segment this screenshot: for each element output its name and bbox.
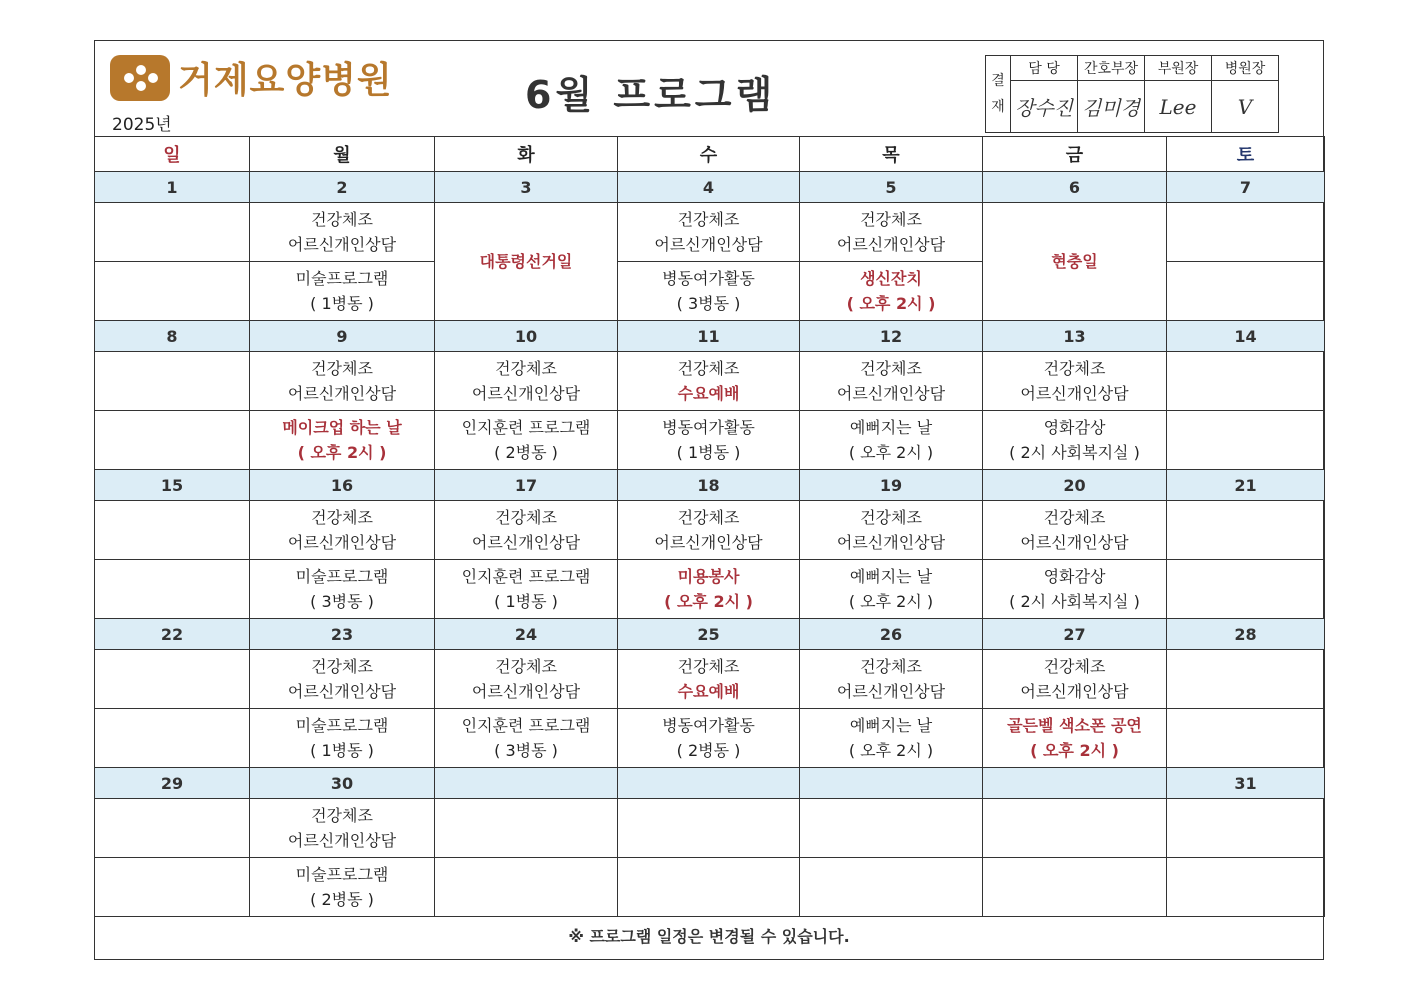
event-line: 건강체조 <box>860 210 922 229</box>
event-line: 건강체조 <box>311 657 373 676</box>
holiday-cell <box>435 203 618 321</box>
event-line: ( 3병동 ) <box>676 294 741 313</box>
event-line: 병동여가활동 <box>662 269 755 288</box>
program-cell <box>983 501 1167 560</box>
program-cell <box>1167 411 1325 470</box>
weekday-header: 수 <box>618 137 800 172</box>
event-line: 어르신개인상담 <box>836 533 946 552</box>
program-cell <box>435 411 618 470</box>
date-cell <box>618 768 800 799</box>
event-line: 예뻐지는 날 <box>849 716 933 735</box>
holiday-cell <box>983 203 1167 321</box>
schedule-notice: ※ 프로그램 일정은 변경될 수 있습니다. <box>568 927 850 946</box>
hospital-logo <box>110 52 393 103</box>
date-cell: 26 <box>800 619 983 650</box>
approval-header: 담 당 <box>1011 56 1078 81</box>
program-cell <box>618 262 800 321</box>
event-line: 건강체조 <box>1043 359 1106 378</box>
date-cell: 20 <box>983 470 1167 501</box>
event-line: 어르신개인상담 <box>287 682 397 701</box>
event-line: ( 오후 2시 ) <box>664 592 753 611</box>
event-line: ( 2병동 ) <box>310 890 374 909</box>
program-cell <box>1167 650 1325 709</box>
event-line: 어르신개인상담 <box>287 384 397 403</box>
date-cell: 8 <box>95 321 250 352</box>
event-line: 어르신개인상담 <box>836 235 946 254</box>
weekday-header: 목 <box>800 137 983 172</box>
program-cell <box>618 858 800 917</box>
date-cell: 29 <box>95 768 250 799</box>
date-cell: 9 <box>250 321 435 352</box>
date-row <box>95 619 1325 650</box>
event-row <box>95 560 1325 619</box>
event-line: ( 오후 2시 ) <box>846 294 936 313</box>
program-cell <box>435 560 618 619</box>
date-cell: 5 <box>800 172 983 203</box>
program-cell <box>1167 560 1325 619</box>
event-line: 어르신개인상담 <box>471 384 581 403</box>
date-cell: 22 <box>95 619 250 650</box>
program-cell <box>800 709 983 768</box>
program-cell <box>800 262 983 321</box>
program-cell <box>1167 799 1325 858</box>
signature: 김미경 <box>1078 81 1145 133</box>
program-cell <box>95 352 250 411</box>
date-row <box>95 321 1325 352</box>
program-cell <box>250 560 435 619</box>
event-line: 건강체조 <box>311 806 373 825</box>
event-line: 영화감상 <box>1043 567 1106 586</box>
date-cell: 7 <box>1167 172 1325 203</box>
event-line: 어르신개인상담 <box>1020 384 1129 403</box>
date-cell: 25 <box>618 619 800 650</box>
program-cell <box>983 560 1167 619</box>
event-line: 건강체조 <box>495 359 557 378</box>
event-line: 어르신개인상담 <box>287 831 397 850</box>
approval-box <box>985 55 1279 133</box>
program-cell <box>435 858 618 917</box>
event-line: 건강체조 <box>311 210 373 229</box>
event-line: 건강체조 <box>677 210 740 229</box>
date-cell: 28 <box>1167 619 1325 650</box>
event-line: 메이크업 하는 날 <box>282 418 402 437</box>
date-row <box>95 172 1325 203</box>
event-line: 건강체조 <box>677 508 740 527</box>
program-cell <box>618 501 800 560</box>
event-line: 수요예배 <box>677 682 740 701</box>
event-line: ( 1병동 ) <box>310 294 374 313</box>
event-line: 인지훈련 프로그램 <box>461 418 591 437</box>
event-line: ( 3병동 ) <box>310 592 374 611</box>
program-cell <box>95 650 250 709</box>
event-line: 미술프로그램 <box>295 269 389 288</box>
weekday-header: 화 <box>435 137 618 172</box>
program-cell <box>250 858 435 917</box>
program-cell <box>983 411 1167 470</box>
program-calendar <box>94 136 1325 917</box>
program-cell <box>435 650 618 709</box>
program-cell <box>983 352 1167 411</box>
event-line: ( 1병동 ) <box>494 592 558 611</box>
program-cell <box>800 858 983 917</box>
event-line: 어르신개인상담 <box>287 533 397 552</box>
event-line: ( 오후 2시 ) <box>848 443 934 462</box>
program-cell <box>800 411 983 470</box>
event-line: ( 오후 2시 ) <box>848 592 934 611</box>
program-cell <box>800 650 983 709</box>
approval-side-label: 결 재 <box>986 56 1011 133</box>
program-cell <box>95 858 250 917</box>
date-cell: 1 <box>95 172 250 203</box>
date-row <box>95 470 1325 501</box>
date-cell: 24 <box>435 619 618 650</box>
event-line: 미술프로그램 <box>295 716 389 735</box>
event-line: 건강체조 <box>1043 657 1106 676</box>
event-line: 인지훈련 프로그램 <box>461 567 591 586</box>
program-cell <box>983 858 1167 917</box>
program-cell <box>618 709 800 768</box>
event-row <box>95 411 1325 470</box>
event-row <box>95 501 1325 560</box>
program-cell <box>800 501 983 560</box>
event-line: 어르신개인상담 <box>836 682 946 701</box>
event-line: 건강체조 <box>677 359 740 378</box>
program-cell <box>95 262 250 321</box>
date-cell: 13 <box>983 321 1167 352</box>
program-cell <box>618 203 800 262</box>
event-line: ( 1병동 ) <box>676 443 741 462</box>
date-cell: 30 <box>250 768 435 799</box>
date-cell: 15 <box>95 470 250 501</box>
event-line: 영화감상 <box>1043 418 1106 437</box>
date-cell: 21 <box>1167 470 1325 501</box>
program-cell <box>250 709 435 768</box>
program-cell <box>95 411 250 470</box>
program-cell <box>800 799 983 858</box>
program-cell <box>800 203 983 262</box>
weekday-header-row <box>95 137 1325 172</box>
program-cell <box>95 709 250 768</box>
program-cell <box>95 799 250 858</box>
event-line: 어르신개인상담 <box>287 235 397 254</box>
program-cell <box>1167 709 1325 768</box>
holiday-label: 현충일 <box>1051 252 1098 271</box>
program-cell <box>95 560 250 619</box>
date-cell <box>435 768 618 799</box>
event-line: 예뻐지는 날 <box>849 418 933 437</box>
date-cell: 4 <box>618 172 800 203</box>
approval-header: 병원장 <box>1212 56 1279 81</box>
program-cell <box>1167 858 1325 917</box>
weekday-header: 금 <box>983 137 1167 172</box>
program-cell <box>618 650 800 709</box>
event-line: 어르신개인상담 <box>836 384 946 403</box>
date-cell: 31 <box>1167 768 1325 799</box>
program-cell <box>1167 203 1325 262</box>
event-line: 병동여가활동 <box>662 418 755 437</box>
event-line: 생신잔치 <box>860 269 922 288</box>
weekday-header: 월 <box>250 137 435 172</box>
event-line: 어르신개인상담 <box>471 533 581 552</box>
weekday-header: 일 <box>95 137 250 172</box>
program-cell <box>800 560 983 619</box>
event-line: 건강체조 <box>860 359 922 378</box>
program-cell <box>250 203 435 262</box>
hospital-name: 거제요양병원 <box>178 60 393 101</box>
event-row <box>95 352 1325 411</box>
hospital-logo-icon <box>110 55 170 101</box>
event-line: 인지훈련 프로그램 <box>461 716 591 735</box>
event-line: ( 오후 2시 ) <box>1030 741 1119 760</box>
event-line: 어르신개인상담 <box>1020 533 1129 552</box>
program-cell <box>435 799 618 858</box>
program-cell <box>250 501 435 560</box>
event-line: 예뻐지는 날 <box>849 567 933 586</box>
event-line: ( 2병동 ) <box>494 443 558 462</box>
program-cell <box>1167 501 1325 560</box>
date-cell <box>800 768 983 799</box>
event-row <box>95 709 1325 768</box>
event-line: 건강체조 <box>311 359 373 378</box>
event-row <box>95 203 1325 262</box>
date-cell: 10 <box>435 321 618 352</box>
date-cell: 23 <box>250 619 435 650</box>
program-cell <box>983 650 1167 709</box>
event-line: 수요예배 <box>677 384 740 403</box>
event-line: ( 오후 2시 ) <box>297 443 387 462</box>
event-line: ( 2병동 ) <box>676 741 741 760</box>
program-cell <box>618 411 800 470</box>
signature: 장수진 <box>1011 81 1078 133</box>
weekday-header: 토 <box>1167 137 1325 172</box>
date-cell: 27 <box>983 619 1167 650</box>
holiday-label: 대통령선거일 <box>479 252 573 271</box>
program-cell <box>983 799 1167 858</box>
date-cell: 6 <box>983 172 1167 203</box>
date-cell <box>983 768 1167 799</box>
program-cell <box>250 352 435 411</box>
event-line: 미술프로그램 <box>295 865 389 884</box>
program-cell <box>435 501 618 560</box>
program-cell <box>95 501 250 560</box>
signature: Lee <box>1145 81 1212 133</box>
event-line: 건강체조 <box>677 657 740 676</box>
event-line: ( 3병동 ) <box>494 741 558 760</box>
program-cell <box>618 560 800 619</box>
date-cell: 17 <box>435 470 618 501</box>
event-line: 미용봉사 <box>677 567 740 586</box>
date-cell: 3 <box>435 172 618 203</box>
date-cell: 19 <box>800 470 983 501</box>
program-cell <box>800 352 983 411</box>
date-row <box>95 768 1325 799</box>
signature: V <box>1212 81 1279 133</box>
event-line: ( 2시 사회복지실 ) <box>1009 592 1140 611</box>
event-line: 미술프로그램 <box>295 567 389 586</box>
page-title: 6월 프로그램 <box>525 73 777 117</box>
date-cell: 18 <box>618 470 800 501</box>
event-row <box>95 799 1325 858</box>
program-cell <box>250 799 435 858</box>
event-line: 어르신개인상담 <box>654 235 763 254</box>
program-cell <box>1167 352 1325 411</box>
event-line: 건강체조 <box>495 508 557 527</box>
event-line: 건강체조 <box>495 657 557 676</box>
program-cell <box>983 709 1167 768</box>
date-cell: 2 <box>250 172 435 203</box>
year-label: 2025년 <box>112 115 172 135</box>
event-line: 건강체조 <box>311 508 373 527</box>
approval-header: 부원장 <box>1145 56 1212 81</box>
event-line: 건강체조 <box>860 657 922 676</box>
date-cell: 12 <box>800 321 983 352</box>
event-line: 어르신개인상담 <box>654 533 763 552</box>
event-line: 어르신개인상담 <box>1020 682 1129 701</box>
event-line: 건강체조 <box>860 508 922 527</box>
event-line: ( 2시 사회복지실 ) <box>1009 443 1140 462</box>
date-cell: 11 <box>618 321 800 352</box>
date-cell: 14 <box>1167 321 1325 352</box>
event-line: 건강체조 <box>1043 508 1106 527</box>
event-line: 어르신개인상담 <box>471 682 581 701</box>
event-line: ( 오후 2시 ) <box>848 741 934 760</box>
program-cell <box>1167 262 1325 321</box>
program-cell <box>250 262 435 321</box>
event-line: ( 1병동 ) <box>310 741 374 760</box>
program-cell <box>435 352 618 411</box>
event-line: 병동여가활동 <box>662 716 755 735</box>
event-row <box>95 858 1325 917</box>
program-cell <box>435 709 618 768</box>
event-row <box>95 650 1325 709</box>
approval-header: 간호부장 <box>1078 56 1145 81</box>
program-cell <box>95 203 250 262</box>
program-cell <box>618 799 800 858</box>
program-cell <box>618 352 800 411</box>
program-cell <box>250 650 435 709</box>
event-line: 골든벨 색소폰 공연 <box>1007 716 1142 735</box>
program-cell <box>250 411 435 470</box>
date-cell: 16 <box>250 470 435 501</box>
